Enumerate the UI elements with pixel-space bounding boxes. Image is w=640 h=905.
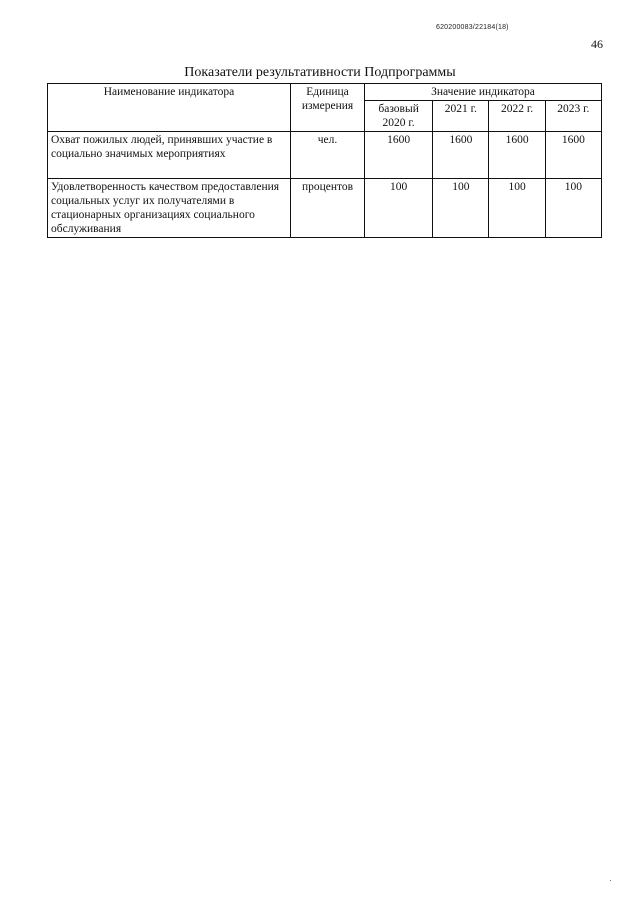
table-header-row: [48, 84, 602, 101]
header-unit-line1: Единица: [306, 86, 349, 98]
value-2021-cell: 1600: [433, 132, 489, 179]
header-value-group: Значение индикатора: [365, 84, 602, 101]
header-base-line2: 2020 г.: [382, 117, 415, 129]
scan-speck: [610, 880, 611, 881]
base-value-cell: 1600: [365, 132, 433, 179]
header-year-2022: 2022 г.: [489, 101, 545, 132]
page-title: Показатели результативности Подпрограммы: [184, 65, 456, 80]
indicators-table: [47, 83, 602, 238]
table-row: [48, 132, 602, 179]
header-year-2021: 2021 г.: [433, 101, 489, 132]
indicator-name-cell: Удовлетворенность качеством предоставления социальных услуг их получателями в стационарных организациях социального обслуживания: [48, 179, 291, 238]
header-base-line1: базовый: [378, 103, 419, 115]
unit-cell: процентов: [291, 179, 365, 238]
document-code: 620200083/22184(18): [436, 24, 509, 31]
header-unit-line2: измерения: [301, 100, 354, 112]
page-number: 46: [591, 37, 603, 51]
value-2023-cell: 1600: [545, 132, 601, 179]
value-2021-cell: 100: [433, 179, 489, 238]
header-indicator-name: Наименование индикатора: [48, 84, 291, 132]
header-base-year: [365, 101, 433, 132]
indicator-name-cell: Охват пожилых людей, принявших участие в социально значимых мероприятиях: [48, 132, 291, 179]
value-2023-cell: 100: [545, 179, 601, 238]
table-row: [48, 179, 602, 238]
value-2022-cell: 1600: [489, 132, 545, 179]
unit-cell: чел.: [291, 132, 365, 179]
header-year-2023: 2023 г.: [545, 101, 601, 132]
header-unit: [291, 84, 365, 132]
value-2022-cell: 100: [489, 179, 545, 238]
base-value-cell: 100: [365, 179, 433, 238]
